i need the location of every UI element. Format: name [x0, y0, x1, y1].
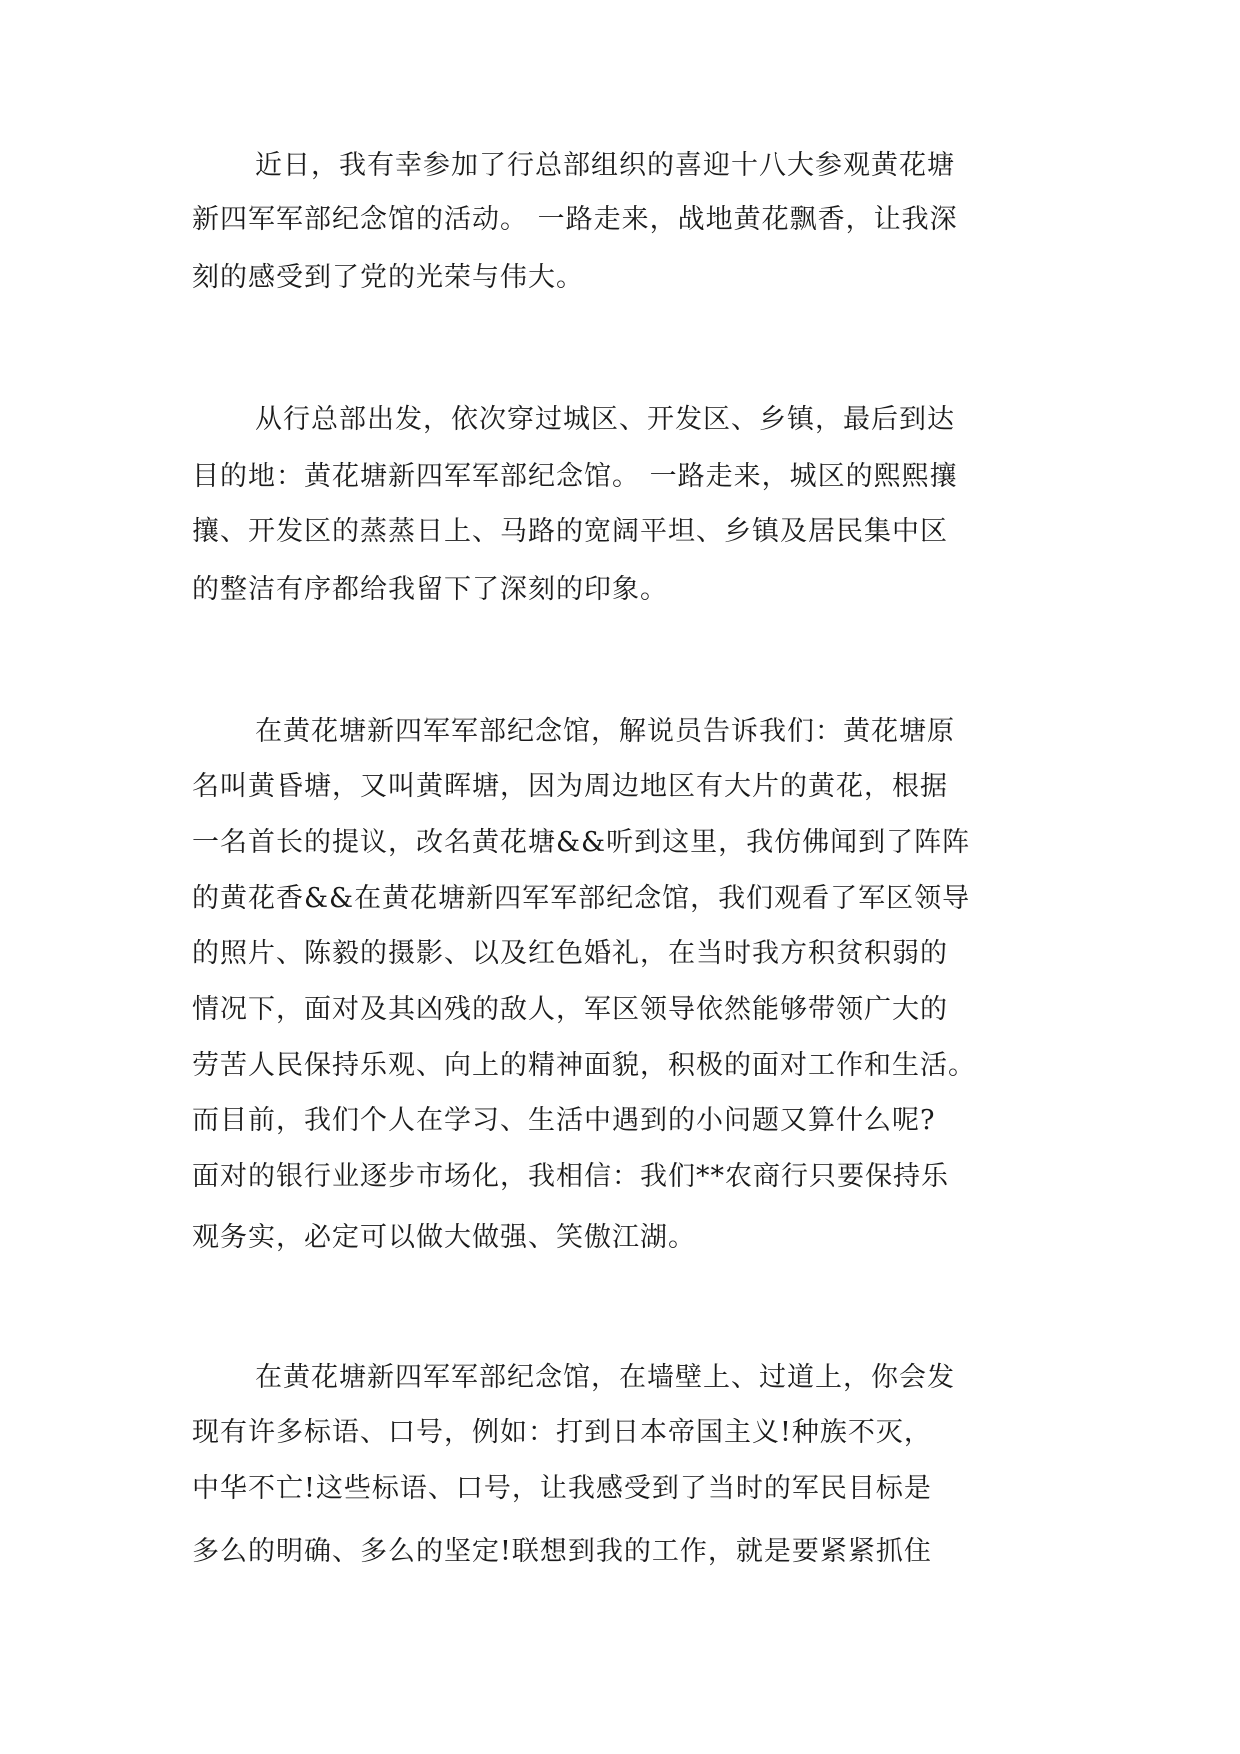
paragraph-3-line-10: 观务实，必定可以做大做强、笑傲江湖。 [192, 1222, 696, 1253]
paragraph-3-line-7: 劳苦人民保持乐观、向上的精神面貌，积极的面对工作和生活。 [192, 1050, 976, 1081]
paragraph-1-line-1: 近日，我有幸参加了行总部组织的喜迎十八大参观黄花塘 [255, 150, 955, 181]
paragraph-3-line-6: 情况下，面对及其凶残的敌人，军区领导依然能够带领广大的 [192, 994, 948, 1025]
paragraph-3-line-4: 的黄花香&&在黄花塘新四军军部纪念馆，我们观看了军区领导 [192, 883, 971, 914]
paragraph-3-line-8: 而目前，我们个人在学习、生活中遇到的小问题又算什么呢? [192, 1105, 936, 1136]
paragraph-2-line-2: 目的地：黄花塘新四军军部纪念馆。 一路走来，城区的熙熙攘 [192, 461, 958, 492]
paragraph-2-line-4: 的整洁有序都给我留下了深刻的印象。 [192, 574, 668, 605]
paragraph-4-line-1: 在黄花塘新四军军部纪念馆，在墙壁上、过道上，你会发 [255, 1362, 955, 1393]
paragraph-4-line-4: 多么的明确、多么的坚定!联想到我的工作，就是要紧紧抓住 [192, 1536, 932, 1567]
paragraph-3-line-5: 的照片、陈毅的摄影、以及红色婚礼，在当时我方积贫积弱的 [192, 938, 948, 969]
paragraph-3-line-3: 一名首长的提议，改名黄花塘&&听到这里，我仿佛闻到了阵阵 [192, 827, 971, 858]
paragraph-1-line-2: 新四军军部纪念馆的活动。 一路走来，战地黄花飘香，让我深 [192, 204, 958, 235]
paragraph-4-line-2: 现有许多标语、口号，例如：打到日本帝国主义!种族不灭， [192, 1417, 932, 1448]
paragraph-3-line-1: 在黄花塘新四军军部纪念馆，解说员告诉我们：黄花塘原 [255, 716, 955, 747]
paragraph-3-line-2: 名叫黄昏塘，又叫黄晖塘，因为周边地区有大片的黄花，根据 [192, 771, 948, 802]
paragraph-2-line-1: 从行总部出发，依次穿过城区、开发区、乡镇，最后到达 [255, 404, 955, 435]
paragraph-3-line-9: 面对的银行业逐步市场化，我相信：我们**农商行只要保持乐 [192, 1161, 949, 1192]
paragraph-4-line-3: 中华不亡!这些标语、口号，让我感受到了当时的军民目标是 [192, 1473, 932, 1504]
paragraph-2-line-3: 攘、开发区的蒸蒸日上、马路的宽阔平坦、乡镇及居民集中区 [192, 516, 948, 547]
paragraph-1-line-3: 刻的感受到了党的光荣与伟大。 [192, 262, 584, 293]
